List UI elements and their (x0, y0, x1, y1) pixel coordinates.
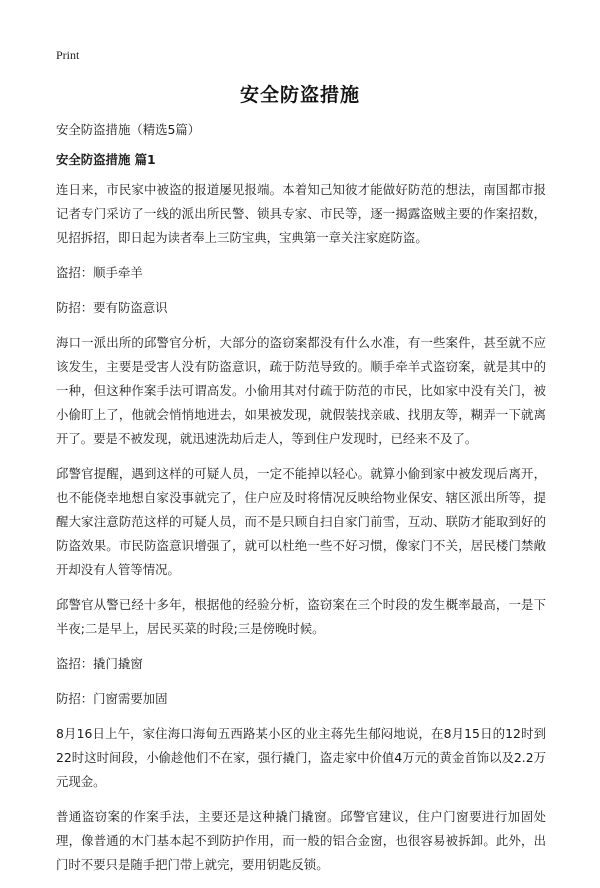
paragraph-reminder: 邱警官提醒，遇到这样的可疑人员，一定不能掉以轻心。就算小偷到家中被发现后离开，也不能侥幸地想自家没事就完了，住户应及时将情况反映给物业保安、辖区派出所等，提醒大家注意防范这样的可疑人员，而不是只顾自扫自家门前雪，互动、联防才能取到好的防盗效果。市民防盗意识增强了，就可以杜绝一些不好习惯，像家门不关，居民楼门禁敞开却没有人管等情况。 (56, 466, 546, 577)
paragraph-case: 8月16日上午，家住海口海甸五西路某小区的业主蒋先生郁闷地说，在8月15日的12时到22时这时间段，小偷趁他们不在家，强行撬门，盗走家中价值4万元的黄金首饰以及2.2万元现金。 (56, 726, 546, 789)
trick-label-1: 盗招：顺手牵羊 (56, 265, 143, 280)
trick-label-2: 盗招：撬门撬窗 (56, 656, 143, 671)
document-title: 安全防盗措施 (239, 84, 360, 106)
paragraph-time-periods: 邱警官从警已经十多年，根据他的经验分析，盗窃案在三个时段的发生概率最高，一是下半夜;二是早上，居民买菜的时段;三是傍晚时候。 (56, 597, 546, 636)
document-body (56, 118, 546, 888)
section-heading: 安全防盗措施 篇1 (56, 152, 156, 167)
paragraph-intro: 连日来，市民家中被盗的报道屡见报端。本着知己知彼才能做好防范的想法，南国都市报记者专门采访了一线的派出所民警、锁具专家、市民等，逐一揭露盗贼主要的作案招数，见招拆招，即日起为读者奉上三防宝典，宝典第一章关注家庭防盗。 (56, 182, 546, 245)
paragraph-analysis: 海口一派出所的邱警官分析，大部分的盗窃案都没有什么水准，有一些案件，甚至就不应该发生，主要是受害人没有防盗意识，疏于防范导致的。顺手牵羊式盗窃案，就是其中的一种，但这种作案手法可谓高发。小偷用其对付疏于防范的市民，比如家中没有关门，被小偷盯上了，他就会悄悄地进去，如果被发现，就假装找亲戚、找朋友等，糊弄一下就离开了。要是不被发现，就迅速洗劫后走人，等到住户发现时，已经来不及了。 (56, 335, 546, 446)
defense-label-1: 防招：要有防盗意识 (56, 300, 168, 315)
paragraph-advice: 普通盗窃案的作案手法，主要还是这种撬门撬窗。邱警官建议，住户门窗要进行加固处理，像普通的木门基本起不到防护作用，而一般的铝合金窗，也很容易被拆卸。此外，出门时不要只是随手把门带上就完，要用钥匙反锁。 (56, 809, 546, 872)
defense-label-2: 防招：门窗需要加固 (56, 691, 168, 706)
print-link[interactable]: Print (56, 48, 80, 62)
document-subtitle: 安全防盗措施（精选5篇） (56, 122, 201, 137)
